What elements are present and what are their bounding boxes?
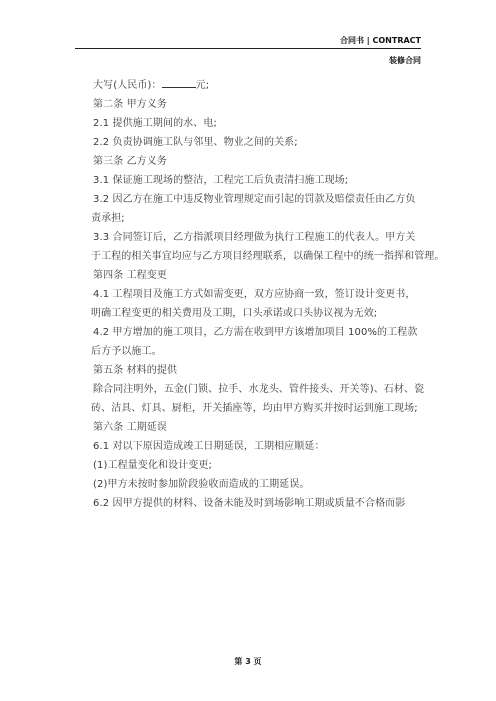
- section-heading: 第二条 甲方义务: [93, 99, 167, 110]
- amount-line: [93, 76, 423, 95]
- clause-line: 4.2 甲方增加的施工项目，乙方需在收到甲方该增加项目 100%的工程款: [93, 327, 418, 338]
- clause-line: 4.1 工程项目及施工方式如需变更，双方应协商一致，签订设计变更书，: [93, 289, 416, 300]
- clause-line: 3.3 合同签订后，乙方指派项目经理做为执行工程施工的代表人。甲方关: [93, 232, 416, 243]
- section-heading: 第三条 乙方义务: [93, 156, 167, 167]
- header-rule: [75, 48, 421, 49]
- clause-line: 6.1 对以下原因造成竣工日期延误，工期相应顺延：: [93, 441, 325, 452]
- clause-line: 2.2 负责协调施工队与邻里、物业之间的关系;: [93, 137, 298, 148]
- section-heading: 第四条 工程变更: [93, 270, 167, 281]
- clause-line: 3.1 保证施工现场的整洁，工程完工后负责清扫施工现场;: [93, 175, 349, 186]
- page-number: 第 3 页: [234, 657, 262, 666]
- clause-line: 6.2 因甲方提供的材料、设备未能及时到场影响工期或质量不合格而影: [93, 498, 406, 509]
- doc-title: 合同书 | CONTRACT: [340, 36, 421, 45]
- clause-line: 后方予以施工。: [91, 346, 162, 357]
- section-heading: 第五条 材料的提供: [93, 365, 178, 376]
- document-body: [91, 76, 445, 513]
- clause-line: 责承担;: [91, 213, 125, 224]
- clause-line: 明确工程变更的相关费用及工期，口头承诺或口头协议视为无效;: [91, 308, 378, 319]
- clause-line: (1)工程量变化和设计变更;: [93, 460, 212, 471]
- amount-blank: [162, 78, 196, 88]
- clause-line: 于工程的相关事宜均应与乙方项目经理联系，以确保工程中的统一指挥和管理。: [91, 251, 445, 262]
- doc-subtitle: 装修合同: [389, 56, 421, 65]
- clause-line: 除合同注明外，五金(门锁、拉手、水龙头、管件接头、开关等)、石材、瓷: [93, 384, 425, 395]
- clause-line: 2.1 提供施工期间的水、电;: [93, 118, 217, 129]
- section-heading: 第六条 工期延误: [93, 422, 167, 433]
- amount-label: 大写(人民币)：: [93, 80, 162, 91]
- clause-line: (2)甲方未按时参加阶段验收而造成的工期延误。: [93, 479, 310, 490]
- amount-unit: 元;: [195, 80, 210, 91]
- clause-line: 砖、洁具、灯具、厨柜，开关插座等，均由甲方购买并按时运到施工现场;: [91, 403, 418, 414]
- clause-line: 3.2 因乙方在施工中违反物业管理规定而引起的罚款及赔偿责任由乙方负: [93, 194, 416, 205]
